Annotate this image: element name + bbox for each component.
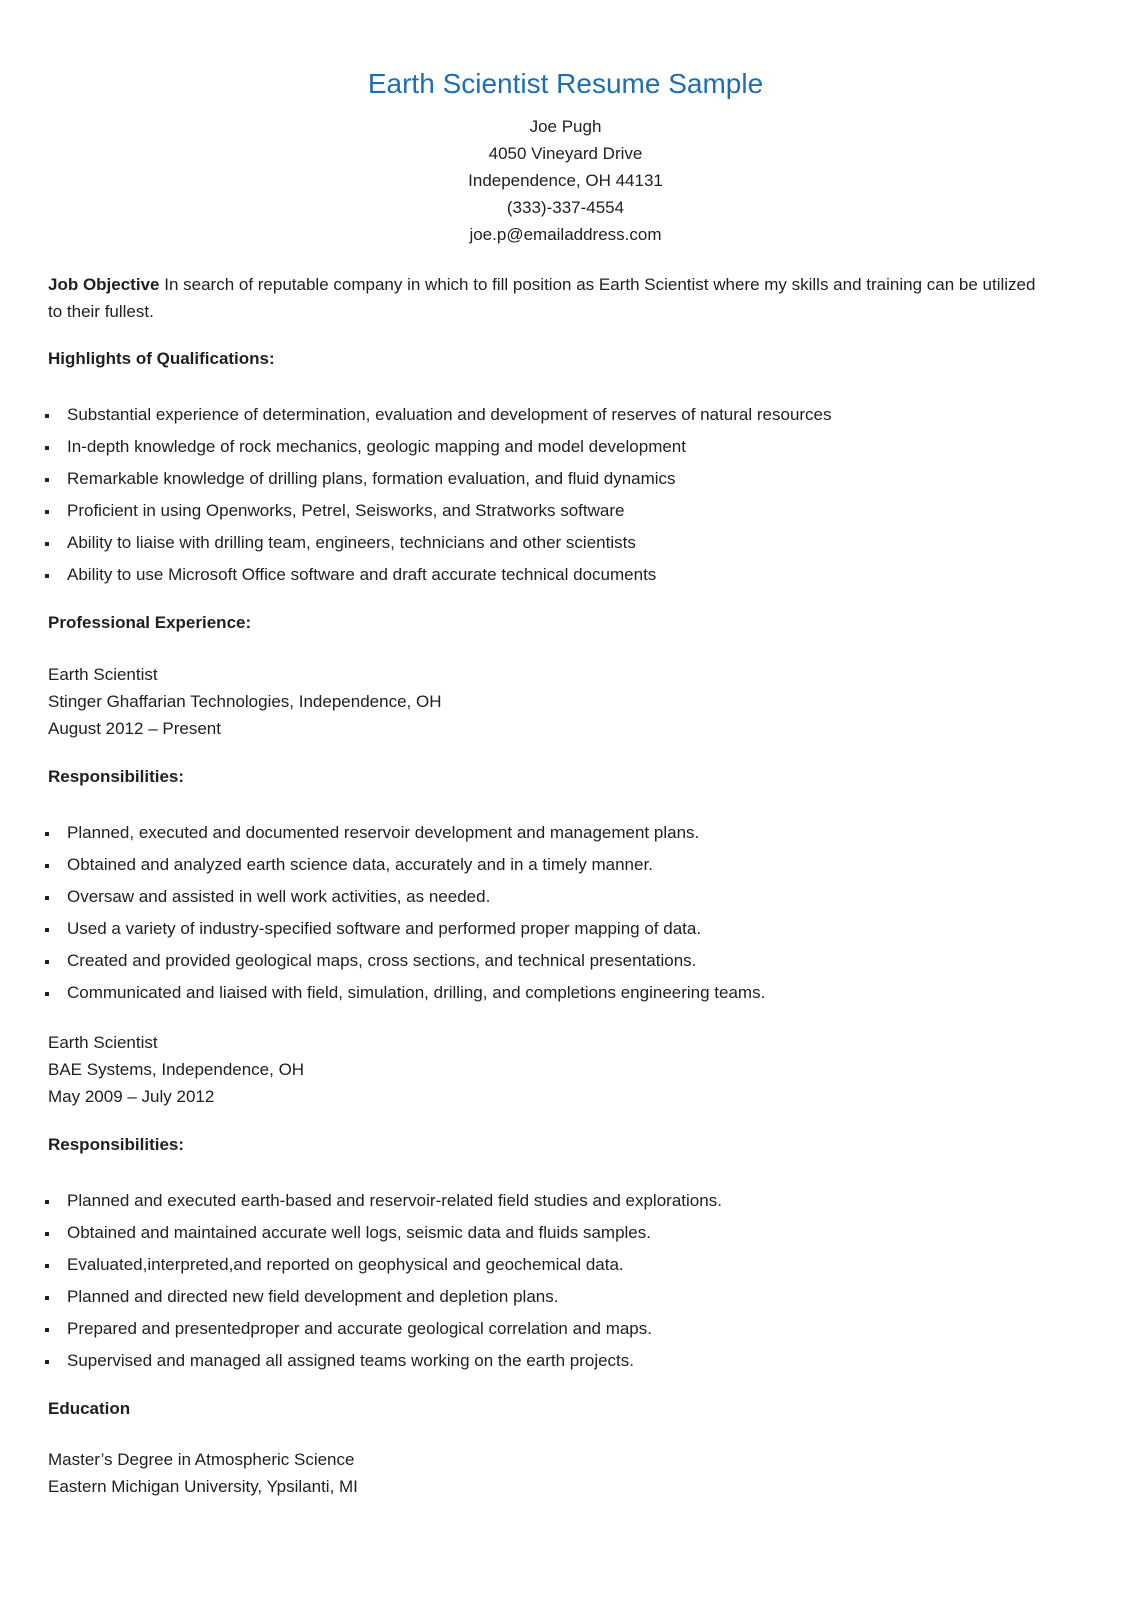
contact-phone: (333)-337-4554: [506, 198, 625, 217]
list-item: Evaluated,interpreted,and reported on geophysical and geochemical data.: [40, 1253, 1040, 1285]
list-item: Planned, executed and documented reservoir development and management plans.: [40, 821, 1040, 853]
job-company: BAE Systems, Independence, OH: [48, 1060, 305, 1079]
education-school: Eastern Michigan University, Ypsilanti, MI: [48, 1477, 358, 1496]
job-dates: August 2012 – Present: [48, 719, 221, 738]
job-objective-text: In search of reputable company in which to fill position as Earth Scientist where my skills and training can be utilized to their fullest.: [48, 275, 1036, 321]
list-item: Remarkable knowledge of drilling plans, formation evaluation, and fluid dynamics: [40, 467, 1040, 499]
job-1-info: [48, 661, 1048, 742]
job-company: Stinger Ghaffarian Technologies, Independence, OH: [48, 692, 442, 711]
list-item: In-depth knowledge of rock mechanics, geologic mapping and model development: [40, 435, 1040, 467]
list-item: Planned and directed new field development and depletion plans.: [40, 1285, 1040, 1317]
responsibilities-heading: Responsibilities:: [48, 1135, 185, 1154]
responsibilities-heading: Responsibilities:: [48, 767, 185, 786]
page-title: Earth Scientist Resume Sample: [367, 68, 764, 99]
contact-city: Independence, OH 44131: [468, 171, 663, 190]
job-2-info: [48, 1029, 1048, 1110]
list-item: Planned and executed earth-based and reservoir-related field studies and explorations.: [40, 1189, 1040, 1221]
job-dates: May 2009 – July 2012: [48, 1087, 215, 1106]
contact-name: Joe Pugh: [529, 117, 602, 136]
contact-email: joe.p@emailaddress.com: [469, 225, 662, 244]
experience-heading: Professional Experience:: [48, 613, 252, 632]
list-item: Ability to use Microsoft Office software and draft accurate technical documents: [40, 563, 1040, 595]
job-title: Earth Scientist: [48, 1033, 158, 1052]
list-item: Ability to liaise with drilling team, engineers, technicians and other scientists: [40, 531, 1040, 563]
list-item: Used a variety of industry-specified software and performed proper mapping of data.: [40, 917, 1040, 949]
job-objective-label: Job Objective: [48, 275, 160, 294]
list-item: Obtained and analyzed earth science data, accurately and in a timely manner.: [40, 853, 1040, 885]
list-item: Oversaw and assisted in well work activities, as needed.: [40, 885, 1040, 917]
highlights-list: [40, 403, 1040, 595]
job-2-responsibilities: [40, 1189, 1040, 1381]
education-degree: Master’s Degree in Atmospheric Science: [48, 1450, 355, 1469]
list-item: Obtained and maintained accurate well logs, seismic data and fluids samples.: [40, 1221, 1040, 1253]
job-title: Earth Scientist: [48, 665, 158, 684]
job-objective: [48, 271, 1048, 325]
contact-block: [0, 113, 1131, 248]
job-1-responsibilities: [40, 821, 1040, 1013]
contact-street: 4050 Vineyard Drive: [488, 144, 643, 163]
education-heading: Education: [48, 1399, 131, 1418]
education-info: [48, 1446, 1048, 1500]
list-item: Prepared and presentedproper and accurate geological correlation and maps.: [40, 1317, 1040, 1349]
list-item: Created and provided geological maps, cross sections, and technical presentations.: [40, 949, 1040, 981]
list-item: Supervised and managed all assigned teams working on the earth projects.: [40, 1349, 1040, 1381]
highlights-heading: Highlights of Qualifications:: [48, 349, 275, 368]
list-item: Proficient in using Openworks, Petrel, Seisworks, and Stratworks software: [40, 499, 1040, 531]
list-item: Communicated and liaised with field, simulation, drilling, and completions engineering teams.: [40, 981, 1040, 1013]
list-item: Substantial experience of determination, evaluation and development of reserves of natural resources: [40, 403, 1040, 435]
